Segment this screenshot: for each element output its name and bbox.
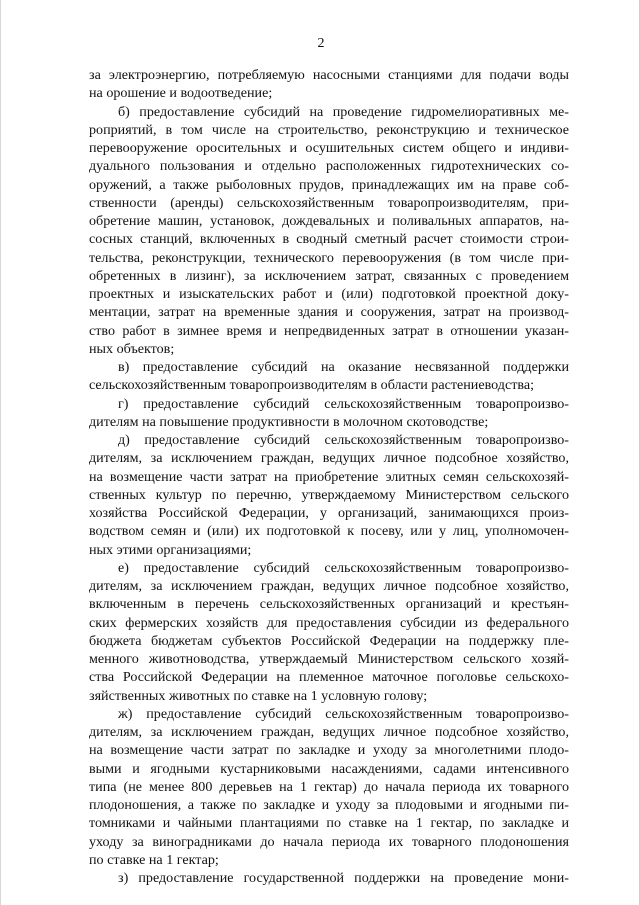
- text-line: сельскохозяйственным товаропроизводителям в области растениеводства;: [89, 377, 535, 394]
- text-line: в) предоставление субсидий на оказание несвязанной поддержки: [118, 359, 569, 375]
- text-line: оружений, а также рыболовных прудов, принадлежащих им на праве соб-: [89, 176, 569, 193]
- text-line: томниками и чайными плантациями по ставке на 1 гектар, по закладке и: [89, 815, 569, 832]
- text-line: обретенных в лизинг), за исключением затрат, связанных с проведением: [89, 267, 569, 284]
- text-line: перевооружение оросительных и осушительных систем общего и индиви-: [89, 140, 569, 156]
- text-line: водством семян и (или) их подготовкой к посеву, или у лиц, уполномочен-: [89, 523, 569, 540]
- text-line: хозяйства Российской Федерации, у организаций, занимающихся произ-: [89, 505, 569, 521]
- text-line: тельства, реконструкции, технического перевооружения (в том числе при-: [89, 249, 569, 266]
- text-line: дуального пользования и отдельно расположенных гидротехнических со-: [89, 158, 569, 175]
- text-line: ж) предоставление субсидий сельскохозяйственным товаропроизво-: [118, 705, 569, 722]
- page-number: 2: [317, 36, 325, 51]
- text-line: плодоношения, а также по закладке и уходу за плодовыми и ягодными пи-: [89, 797, 569, 813]
- text-line: г) предоставление субсидий сельскохозяйственным товаропроизво-: [118, 395, 569, 412]
- text-line: включенным в перечень сельскохозяйственных организаций и крестьян-: [89, 596, 569, 613]
- text-line: дителям, за исключением граждан, ведущих личное подсобное хозяйство,: [89, 578, 569, 594]
- text-line: по ставке на 1 гектар;: [89, 851, 219, 868]
- text-line: д) предоставление субсидий сельскохозяйственным товаропроизво-: [118, 432, 569, 448]
- text-line: ных объектов;: [89, 340, 175, 357]
- text-line: бюджета бюджетам субъектов Российской Федерации на поддержку пле-: [89, 632, 569, 649]
- text-line: з) предоставление государственной поддержки на проведение мони-: [118, 870, 569, 886]
- text-line: на возмещение части затрат на приобретение элитных семян сельскохозяй-: [89, 468, 569, 485]
- text-line: ство работ в зимнее время и непредвиденных затрат в отношении указан-: [89, 322, 569, 339]
- text-line: роприятий, в том числе на строительство, реконструкцию и техническое: [89, 121, 569, 138]
- text-line: обретение машин, установок, дождевальных и поливальных аппаратов, на-: [89, 213, 569, 229]
- text-line: сосных станций, включенных в сводный сметный расчет стоимости строи-: [89, 231, 569, 248]
- text-line: на орошение и водоотведение;: [89, 85, 273, 102]
- text-line: ства Российской Федерации на племенное маточное поголовье сельскохо-: [89, 669, 569, 686]
- text-line: б) предоставление субсидий на проведение гидромелиоративных ме-: [118, 103, 569, 120]
- text-line: дителям на повышение продуктивности в молочном скотоводстве;: [89, 413, 489, 430]
- text-line: ментации, затрат на временные здания и сооружения, затрат на производ-: [89, 304, 569, 321]
- text-line: на возмещение части затрат по закладке и уходу за многолетними плодо-: [89, 742, 569, 759]
- text-line: за электроэнергию, потребляемую насосными станциями для подачи воды: [89, 67, 569, 83]
- text-line: ственности (аренды) сельскохозяйственным товаропроизводителям, при-: [89, 194, 569, 211]
- text-line: ных этими организациями;: [89, 541, 252, 558]
- text-line: менного животноводства, утверждаемый Министерством сельского хозяй-: [89, 651, 569, 667]
- document-body-text: [89, 66, 569, 887]
- text-line: типа (не менее 800 деревьев на 1 гектар) до начала периода их товарного: [89, 778, 569, 795]
- text-line: выми и ягодными кустарниковыми насаждениями, садами интенсивного: [89, 760, 569, 777]
- text-line: проектных и изыскательских работ и (или) подготовкой проектной доку-: [89, 286, 569, 302]
- text-line: ственных культур по перечню, утверждаемому Министерством сельского: [89, 486, 569, 503]
- text-line: уходу за виноградниками до начала периода их товарного плодоношения: [89, 833, 569, 850]
- text-line: дителям, за исключением граждан, ведущих личное подсобное хозяйство,: [89, 450, 569, 467]
- text-line: ских фермерских хозяйств для предоставления субсидии из федерального: [89, 614, 569, 631]
- text-line: дителям, за исключением граждан, ведущих личное подсобное хозяйство,: [89, 724, 569, 740]
- text-line: е) предоставление субсидий сельскохозяйственным товаропроизво-: [118, 559, 569, 576]
- text-line: зяйственных животных по ставке на 1 условную голову;: [89, 687, 428, 704]
